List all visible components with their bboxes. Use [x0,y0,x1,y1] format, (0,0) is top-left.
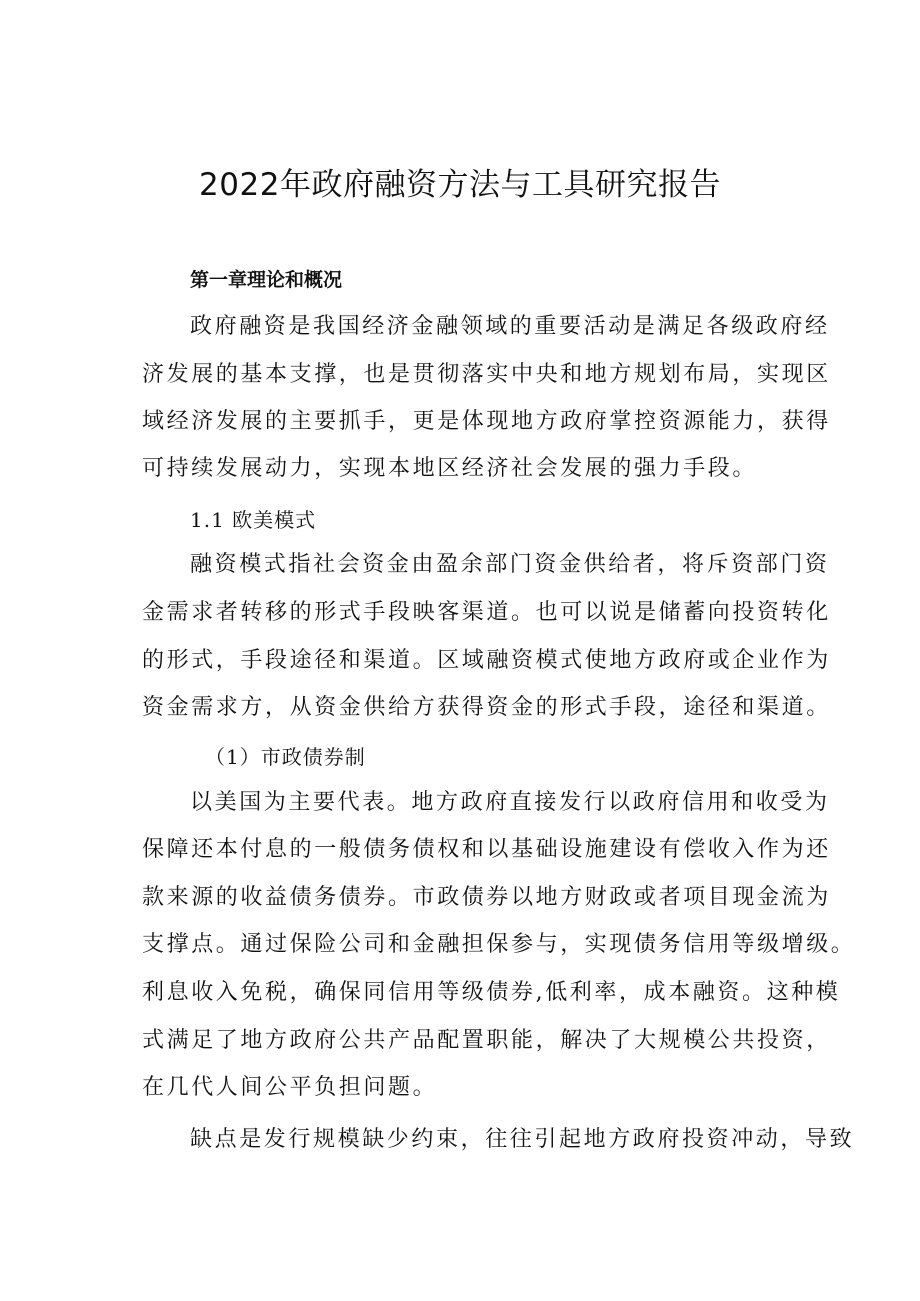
paragraph-line: 以美国为主要代表。地方政府直接发行以政府信用和收受为 [190,790,830,815]
paragraph-line: 金需求者转移的形式手段映客渠道。也可以说是储蓄向投资转化 [142,600,831,625]
paragraph-line: 资金需求方，从资金供给方获得资金的形式手段，途径和渠道。 [142,695,831,720]
section-heading: 1.1 欧美模式 [190,508,317,532]
paragraph-line: 可持续发展动力，实现本地区经济社会发展的强力手段。 [142,456,758,481]
paragraph-line: 政府融资是我国经济金融领域的重要活动是满足各级政府经 [190,314,830,339]
paragraph-line: 域经济发展的主要抓手，更是体现地方政府掌控资源能力，获得 [142,409,831,434]
paragraph-line: 利息收入免税，确保同信用等级债券,低利率，成本融资。这种模 [142,980,841,1005]
paragraph-line: 的形式，手段途径和渠道。区域融资模式使地方政府或企业作为 [142,648,831,673]
paragraph-line: 融资模式指社会资金由盈余部门资金供给者，将斥资部门资 [190,552,830,577]
document-title: 2022年政府融资方法与工具研究报告 [199,167,721,203]
paragraph-line: 在几代人间公平负担问题。 [142,1075,438,1100]
paragraph-line: 保障还本付息的一般债务债权和以基础设施建设有偿收入作为还 [142,837,831,862]
paragraph-line: 济发展的基本支撑，也是贯彻落实中央和地方规划布局，实现区 [142,362,831,387]
paragraph-line: 式满足了地方政府公共产品配置职能，解决了大规模公共投资， [142,1028,831,1053]
paragraph-line: 支撑点。通过保险公司和金融担保参与，实现债务信用等级增级。 [142,932,856,957]
paragraph-line: 缺点是发行规模缺少约束，往往引起地方政府投资冲动，导致 [190,1127,855,1152]
chapter-heading: 第一章理论和概况 [190,269,343,291]
subsection-heading: （1）市政债券制 [205,745,366,769]
paragraph-line: 款来源的收益债务债券。市政债券以地方财政或者项目现金流为 [142,885,831,910]
